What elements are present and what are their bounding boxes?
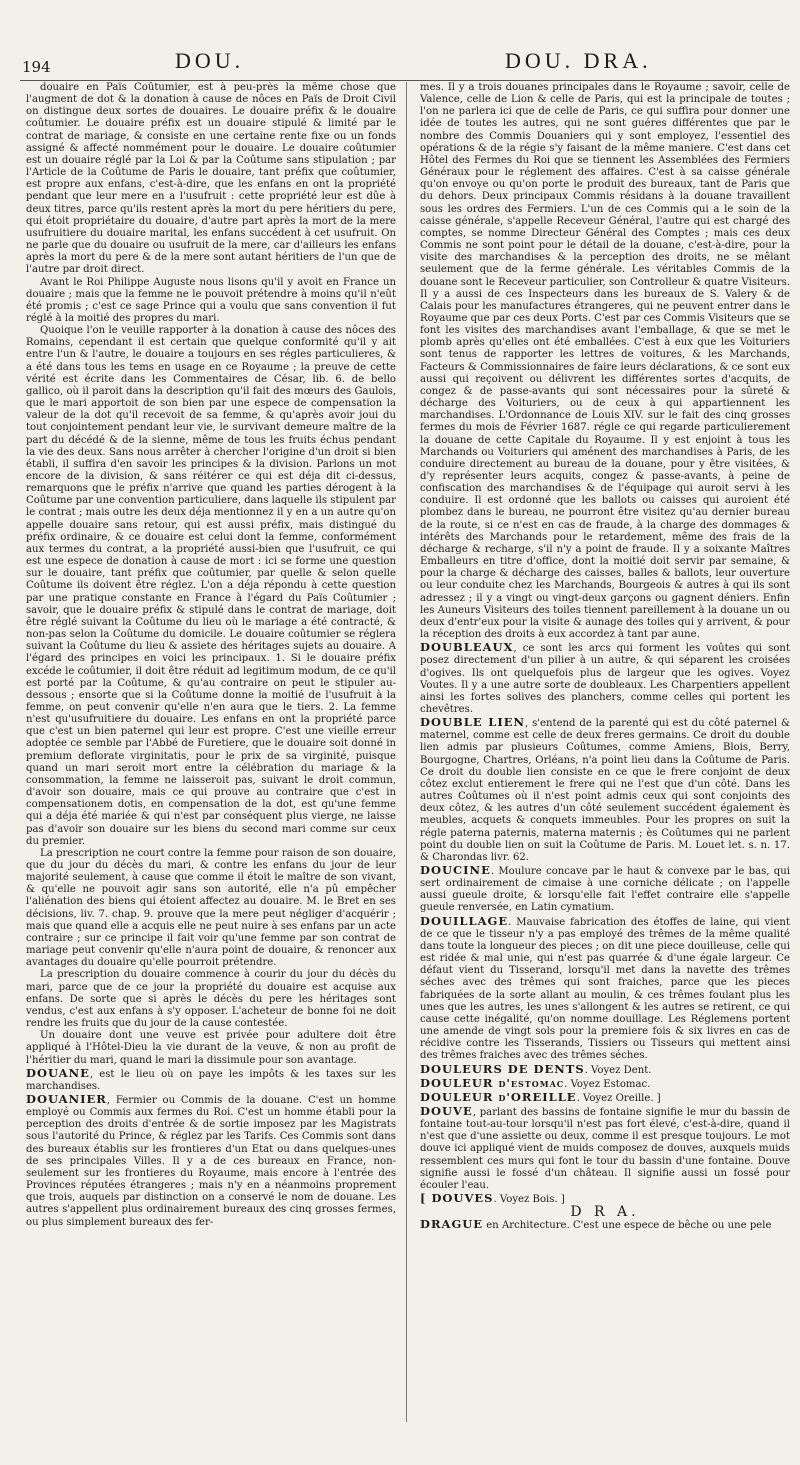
entry-headword: DOULEURS DE DENTS bbox=[420, 1061, 585, 1076]
dictionary-entry bbox=[420, 915, 790, 1063]
dictionary-entry bbox=[26, 1067, 396, 1093]
entry-text: , ce sont les arcs qui forment les voûtes qui sont posez directement d'un pilier à un autre, & qui séparent les croisées d'ogives. Ils ont quelquefois plus de largeur que les ogives. Voyez Voutes. Il y a une autre sorte de doubleaux. Les Charpentiers appellent ainsi les fortes solives des planchers, comme celles qui portent les chevêtres. bbox=[420, 643, 790, 715]
column-divider bbox=[406, 82, 407, 1422]
entry-text: , Fermier ou Commis de la douane. C'est un homme employé ou Commis aux fermes du Roi. C'est un homme établi pour la perception des droits d'entrée & de sortie imposez par les Magistrats sous l'autorité du Prince, & réglez par les Tarifs. Ces Commis sont dans des bureaux établis sur les frontieres d'un Etat ou dans quelques-unes de ses principales Villes. Il y a de ces bureaux en France, non-seulement sur les frontieres du Royaume, mais encore à l'entrée des Provinces réputées étrangeres ; mais n'y en a néanmoins proprement que trois, auquels par distinction on a conservé le nom de douane. Les autres s'appellent plus ordinairement bureaux des cinq grosses fermes, ou plus simplement bureaux des fer- bbox=[26, 1094, 396, 1228]
running-title-left: DOU. bbox=[175, 48, 245, 73]
entry-headword: DOUILLAGE bbox=[420, 913, 509, 928]
header-rule bbox=[20, 80, 780, 81]
entry-text: . Voyez Bois. ] bbox=[493, 1194, 565, 1206]
paragraph: La prescription du douaire commence à courir du jour du décès du mari, parce que de ce jour la propriété du douaire est acquise aux enfans. De sorte que si après le décès du pere les héritages sont vendus, c'est aux enfans à s'y opposer. L'acheteur de bonne foi ne doit rendre les fruits que du jour de la cause contestée. bbox=[26, 969, 396, 1030]
dictionary-entry bbox=[420, 716, 790, 864]
dictionary-entry bbox=[420, 864, 790, 915]
entry-text: , est le lieu où on paye les impôts & les taxes sur les marchandises. bbox=[26, 1068, 396, 1092]
entry-headword: DOUBLE LIEN bbox=[420, 715, 525, 730]
dictionary-entry bbox=[26, 1093, 396, 1229]
paragraph: Un douaire dont une veuve est privée pour adultere doit être appliqué à l'Hôtel-Dieu la vie durant de la veuve, & non au profit de l'héritier du mari, quand le mari la dissimule pour son avantage. bbox=[26, 1030, 396, 1066]
section-heading: D R A. bbox=[570, 1204, 640, 1221]
entry-headword: DOULEUR d'OREILLE bbox=[420, 1089, 577, 1104]
entry-text: . Voyez Dent. bbox=[584, 1064, 652, 1076]
entry-text: . Voyez Oreille. ] bbox=[576, 1092, 661, 1104]
page-number: 194 bbox=[22, 58, 51, 76]
entry-headword: DOUANE bbox=[26, 1065, 90, 1080]
entry-headword: DOUCINE bbox=[420, 863, 491, 877]
paragraph: douaire en Païs Coûtumier, est à peu-près la même chose que l'augment de dot & la donation à cause de nôces en Païs de Droit Civil on distingue deux sortes de douaires. Le douaire préfix & le douaire coûtumier. Le douaire préfix est un douaire stipulé & limité par le contrat de mariage, & consiste en une certaine rente fixe ou un fonds assigné & affecté nommément pour le douaire. Le douaire coûtumier est un douaire réglé par la Loi & par la Coûtume sans stipulation ; par l'Article de la Coûtume de Paris le douaire, tant préfix que coûtumier, est propre aux enfans, c'est-à-dire, que les enfans en ont la propriété pendant que leur mere en a l'usufruit : cette propriété leur est dûe à deux titres, parce qu'ils restent après la mort du pere héritiers du pere, qui étoit propriétaire du douaire, d'autre part après la mort de la mere usufruitiere du douaire marital, les enfans succédent à cet usufruit. On ne parle que du douaire ou usufruit de la mere, car d'ailleurs les enfans après la mort du pere & de la mere sont autant héritiers de l'un que de l'autre par droit direct. bbox=[26, 82, 396, 276]
dictionary-entry bbox=[420, 1077, 790, 1091]
paragraph: Quoique l'on le veuille rapporter à la donation à cause des nôces des Romains, cependant il est certain que quelque conformité qu'il y ait entre l'un & l'autre, le douaire a toujours en ses régles particulieres, & a été dans tous les tems en usage en ce Royaume ; la preuve de cette vérité est écrite dans les Commentaires de César, lib. 6. de bello gallico, où il paroit dans la description qu'il fait des mœurs des Gaulois, que le mari apportoit de son bien par une espece de compensation la valeur de la dot qu'il recevoit de sa femme, & qu'après avoir joui du tout conjointement pendant leur vie, le survivant demeure maître de la part du décédé & de la sienne, même de tous les fruits échus pendant la vie des deux. Sans nous arrêter à chercher l'origine d'un droit si bien établi, il suffira d'en savoir les principes & la division. Parlons un mot encore de la division, & sans réitérer ce qui est déja dit ci-dessus, remarquons que le préfix n'arrive que quand les parties dérogent à la Coûtume par une convention particuliere, dans laquelle ils stipulent par le contrat ; mais outre les deux déja mentionnez il y en a un autre qu'on appelle douaire sans retour, qui est aussi préfix, mais distingué du préfix ordinaire, & ce douaire est celui dont la femme, conformément aux termes du contrat, a la propriété aussi-bien que l'usufruit, ce qui est une espece de donation à cause de mort : ici se forme une question sur le douaire, tant préfix que coûtumier, par quelle & selon quelle Coûtume ils doivent être réglez. L'on a déja répondu à cette question par une pratique constante en France à l'égard du Païs Coûtumier ; savoir, que le douaire préfix & stipulé dans le contrat de mariage, doit être réglé suivant la Coûtume du lieu où le mariage a été contracté, & non-pas selon la Coûtume du domicile. Le douaire coûtumier se réglera suivant la Coûtume du lieu & assiete des héritages sujets au douaire. A l'égard des principes en voici les principaux. 1. Si le douaire préfix excéde le coûtumier, il doit être réduit ad legitimum modum, de ce qu'il est porté par la Coûtume, & qu'au contraire on peut le stipuler au-dessous ; ensorte que si la Coûtume donne la moitié de l'usufruit à la femme, on peut convenir qu'elle n'en aura que le tiers. 2. La femme n'est qu'usufruitiere du douaire. Les enfans en ont la propriété parce que c'est un bien paternel qui leur est propre. C'est une vieille erreur adoptée ce semble par l'Abbé de Furetiere, que le douaire soit donné in premium deflorate virginitatis, pour le prix de sa virginité, puisque quand un mari seroit mort entre la célébration du mariage & la consommation, la femme ne laisseroit pas, suivant le droit commun, d'avoir son douaire, mais ce qui prouve au contraire que c'est in compensationem dotis, en compensation de la dot, est qu'une femme qui a déja été mariée & qui n'est par conséquent plus vierge, ne laisse pas d'avoir son douaire sur les biens du second mari comme sur ceux du premier. bbox=[26, 325, 396, 847]
dictionary-entry bbox=[420, 641, 790, 716]
right-column bbox=[420, 82, 790, 1452]
entry-headword: DOUBLEAUX bbox=[420, 640, 514, 655]
entry-text: en Architecture. C'est une espece de bêche ou une pele bbox=[483, 1220, 772, 1232]
entry-headword: [ DOUVES bbox=[420, 1191, 494, 1206]
entry-headword: DOUANIER bbox=[26, 1091, 107, 1106]
paragraph: Avant le Roi Philippe Auguste nous lisons qu'il y avoit en France un douaire ; mais que la femme ne le pouvoit prétendre à moins qu'il n'eût été promis ; c'est ce sage Prince qui a voulu que sans convention il fut réglé à la moitié des propres du mari. bbox=[26, 276, 396, 324]
dictionary-entry bbox=[420, 1091, 790, 1105]
entry-headword: DOUVE bbox=[420, 1103, 473, 1118]
entry-text: . Moulure concave par le haut & convexe par le bas, qui sert ordinairement de cimaise à une corniche délicate ; on l'appelle aussi gueule droite, & lorsqu'elle fait l'effet contraire elle s'appelle gueule renversée, en Latin cymatium. bbox=[420, 866, 790, 914]
entry-text: . Mauvaise fabrication des étoffes de laine, qui vient de ce que le tisseur n'y a pas employé des trêmes de la même qualité dans toute la longueur des pieces ; on dit une piece douilleuse, celle qui est ridée & mal unie, qui n'est pas quarrée & d'une égale largeur. Ce défaut vient du Tisserand, lorsqu'il met dans la navette des trêmes séches avec des trêmes qui sont fraiches, parce que les pieces fabriquées de la sorte allant au moulin, & ces trêmes foulant plus les unes que les autres, les unes s'allongent & les autres se retirent, ce qui cause cette inégalité, qu'on nomme douillage. Les Réglemens portent une amende de vingt sols pour la premiere fois & six livres en cas de récidive contre les Tisserands, Tissiers ou Tisseurs qui mettent ainsi des trêmes fraiches avec des trêmes séches. bbox=[420, 916, 790, 1062]
entry-headword: DRAGUE bbox=[420, 1217, 484, 1232]
paragraph: La prescription ne court contre la femme pour raison de son douaire, que du jour du décès du mari, & contre les enfans du jour de leur majorité seulement, à cause que comme il étoit le maître de son vivant, & qu'elle ne pouvoit agir sans son autorité, elle n'a pû empêcher l'aliénation des biens qui étoient affectez au douaire. M. le Bret en ses décisions, liv. 7. chap. 9. prouve que la mere peut négliger d'acquérir ; mais que quand elle a acquis elle ne peut nuire à ses enfans par un acte contraire ; sur ce principe il fait voir qu'une femme par son contrat de mariage peut convenir qu'elle n'aura point de douaire, & renoncer aux avantages du douaire qu'elle pourroit prétendre. bbox=[26, 847, 396, 969]
entry-text: . Voyez Estomac. bbox=[564, 1078, 651, 1090]
left-column bbox=[26, 82, 396, 1452]
dictionary-entry bbox=[420, 1105, 790, 1192]
dictionary-entry bbox=[420, 1218, 790, 1232]
entry-text: , s'entend de la parenté qui est du côté paternel & maternel, comme est celle de deux freres germains. Ce droit du double lien admis par plusieurs Coûtumes, comme Amiens, Blois, Berry, Bourgogne, Chartres, Orléans, n'a point lieu dans la Coûtume de Paris. Ce droit du double lien consiste en ce que le frere conjoint de deux côtez exclut entierement le frere qui ne l'est que d'un côté. Dans les autres Coûtumes où il n'est point admis ceux qui sont conjoints des deux côtez, & les autres d'un côté seulement succédent également ès meubles, acquets & conquets immeubles. Pour les propres on suit la régle paterna paternis, materna maternis ; ès Coûtumes qui ne parlent point du double lien on suit la Coûtume de Paris. M. Louet let. s. n. 17. & Charondas livr. 62. bbox=[420, 718, 790, 863]
entry-headword: DOULEUR d'estomac bbox=[420, 1075, 565, 1090]
paragraph: mes. Il y a trois douanes principales dans le Royaume ; savoir, celle de Valence, celle de Lion & celle de Paris, qui est la principale de toutes ; l'on ne parlera ici que de celle de Paris, ce qui suffira pour donner une idée de toutes les autres, qui ne sont guéres différentes que par le nombre des Commis Douaniers qui y sont employez, l'essentiel des opérations & de la régie s'y faisant de la même maniere. C'est dans cet Hôtel des Fermes du Roi que se tiennent les Assemblées des Fermiers Généraux pour le réglement des affaires. C'est à sa caisse générale qu'on envoye ou qu'on porte le produit des bureaux, tant de Paris que du dehors. Deux principaux Commis résidans à la douane travaillent sous les ordres des Fermiers. L'un de ces Commis qui a le soin de la caisse générale, s'appelle Receveur Général, l'autre qui est chargé des comptes, se nomme Directeur Général des Comptes ; mais ces deux Commis ne sont point pour le détail de la douane, c'est-à-dire, pour la visite des marchandises & la perception des droits, ne se mêlant seulement que de la ferme générale. Les véritables Commis de la douane sont le Receveur particulier, son Controlleur & quatre Visiteurs. Il y a aussi de ces Inspecteurs dans les bureaux de S. Valery & de Calais pour les manufactures étrangeres, qui ne peuvent entrer dans le Royaume que par ces deux Ports. C'est par ces Commis Visiteurs que se font les visites des marchandises avant l'emballage, & que se met le plomb après qu'elles ont été emballées. C'est à eux que les Voituriers sont tenus de rapporter les lettres de voitures, & les Marchands, Facteurs & Commissionnaires de faire leurs déclarations, & ce sont eux aussi qui reçoivent ou délivrent les différentes sortes d'acquits, de congez & de passe-avants qui sont nécessaires pour la sûreté & décharge des Voituriers, ou de ceux à qui appartiennent les marchandises. L'Ordonnance de Louis XIV. sur le fait des cinq grosses fermes du mois de Février 1687. régle ce qui regarde particulierement la douane de cette Capitale du Royaume. Il y est enjoint à tous les Marchands ou Voituriers qui aménent des marchandises à Paris, de les conduire directement au bureau de la douane, pour y être visitées, & d'y représenter leurs acquits, congez & passe-avants, à peine de confiscation des marchandises & de l'équipage qui auroit servi à les conduire. Il est ordonné que les ballots ou caisses qui auroient été plombez dans le bureau, ne pourront être visitez qu'au dernier bureau de la route, si ce n'est en cas de fraude, à la charge des dommages & intérêts des Marchands pour le retardement, même des frais de la décharge & recharge, s'il n'y a point de fraude. Il y a soixante Maîtres Emballeurs en titre d'office, dont la moitié doit servir par semaine, & pour la charge & décharge des caisses, balles & ballots, leur ouverture ou leur conduite chez les Marchands, Bourgeois & autres à qui ils sont adressez ; il y a vingt ou vingt-deux garçons ou gagnent déniers. Enfin les Auneurs Visiteurs des toiles tiennent pareillement à la douane un ou deux d'entr'eux pour la visite & aunage des toiles qui y arrivent, & pour la réception des droits à eux accordez à tant par aune. bbox=[420, 82, 790, 641]
entry-text: , parlant des bassins de fontaine signifie le mur du bassin de fontaine tout-au-tour lorsqu'il n'est pas fort élevé, c'est-à-dire, quand il n'est que d'une assiette ou deux, comme il est presque toujours. Le mot douve ici appliqué vient de muids composez de douves, auxquels muids ressemblent ces murs qui font le tour du bassin d'une fontaine. Douve signifie aussi le fossé d'un château. Il signifie aussi un fossé pour écouler l'eau. bbox=[420, 1106, 790, 1191]
running-title-right: DOU. DRA. bbox=[505, 48, 652, 73]
dictionary-entry bbox=[420, 1063, 790, 1077]
